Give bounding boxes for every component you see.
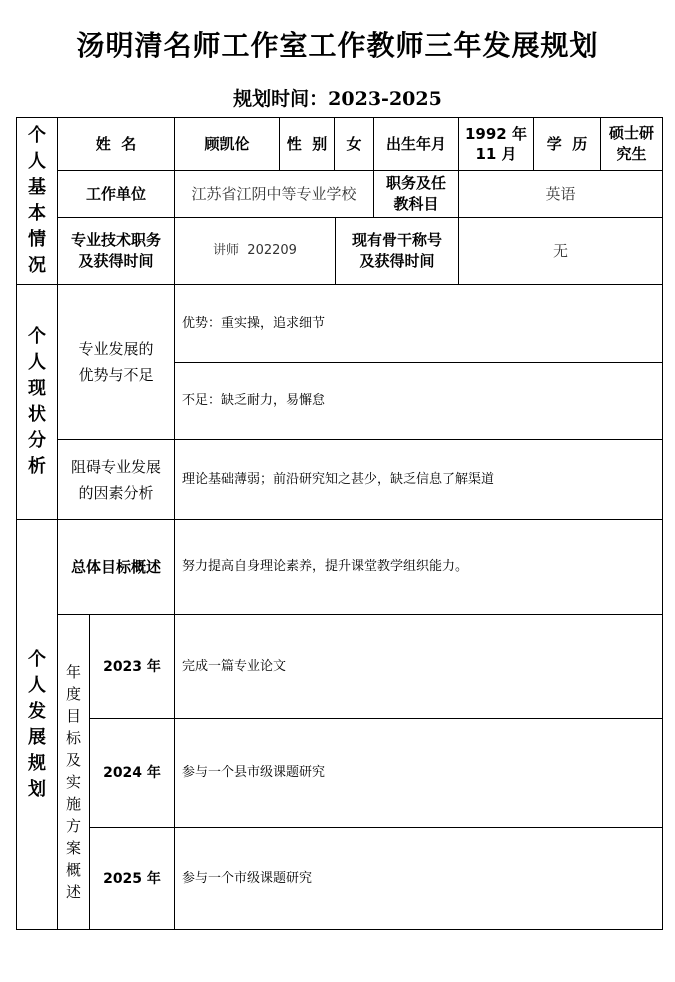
year-2024-label: 2024 年 bbox=[103, 765, 161, 781]
professional-title-label: 专业技术职务及获得时间 bbox=[70, 231, 161, 270]
name-value: 顾凯伦 bbox=[204, 135, 250, 153]
education-label: 学 历 bbox=[546, 135, 588, 153]
section-status-analysis: 个 人 现 状 分 析 bbox=[28, 326, 46, 477]
duty-value: 英语 bbox=[545, 185, 576, 203]
birth-value: 1992 年 11 月 bbox=[465, 125, 527, 163]
page-title: 汤明清名师工作室工作教师三年发展规划 bbox=[76, 29, 599, 62]
obstacle-text: 理论基础薄弱；前沿研究知之甚少，缺乏信息了解渠道 bbox=[182, 471, 495, 487]
year-2025-goal: 参与一个市级课题研究 bbox=[182, 870, 313, 886]
education-value: 硕士研究生 bbox=[608, 124, 654, 163]
backbone-title-value: 无 bbox=[552, 242, 568, 260]
section-development-plan: 个 人 发 展 规 划 bbox=[28, 648, 46, 800]
annual-goal-label: 年 度 目 标 及 实 施 方 案 概 述 bbox=[65, 663, 81, 901]
gender-label: 性 别 bbox=[286, 135, 328, 153]
backbone-title-label: 现有骨干称号及获得时间 bbox=[351, 231, 442, 270]
birth-label: 出生年月 bbox=[385, 135, 446, 153]
name-label: 姓 名 bbox=[95, 135, 137, 153]
year-2024-goal: 参与一个县市级课题研究 bbox=[182, 765, 326, 780]
work-unit-value: 江苏省江阴中等专业学校 bbox=[191, 185, 357, 203]
duty-label: 职务及任教科目 bbox=[385, 174, 446, 213]
overall-goal-label: 总体目标概述 bbox=[70, 558, 161, 576]
work-unit-label: 工作单位 bbox=[85, 185, 146, 203]
professional-title-value: 讲师 202209 bbox=[213, 243, 297, 258]
year-2023-goal: 完成一篇专业论文 bbox=[182, 658, 287, 674]
pros-cons-label: 专业发展的优势与不足 bbox=[78, 340, 154, 384]
gender-value: 女 bbox=[346, 135, 362, 153]
overall-goal-text: 努力提高自身理论素养，提升课堂教学组织能力。 bbox=[182, 559, 469, 574]
shortage-text: 不足：缺乏耐力，易懈怠 bbox=[182, 393, 326, 408]
year-2025-label: 2025 年 bbox=[103, 870, 161, 887]
obstacle-label: 阻碍专业发展的因素分析 bbox=[70, 457, 161, 502]
year-2023-label: 2023 年 bbox=[103, 658, 161, 675]
plan-period: 规划时间：2023-2025 bbox=[233, 88, 442, 110]
section-basic-info: 个 人 基 本 情 况 bbox=[28, 125, 46, 276]
advantage-text: 优势：重实操，追求细节 bbox=[182, 315, 326, 331]
